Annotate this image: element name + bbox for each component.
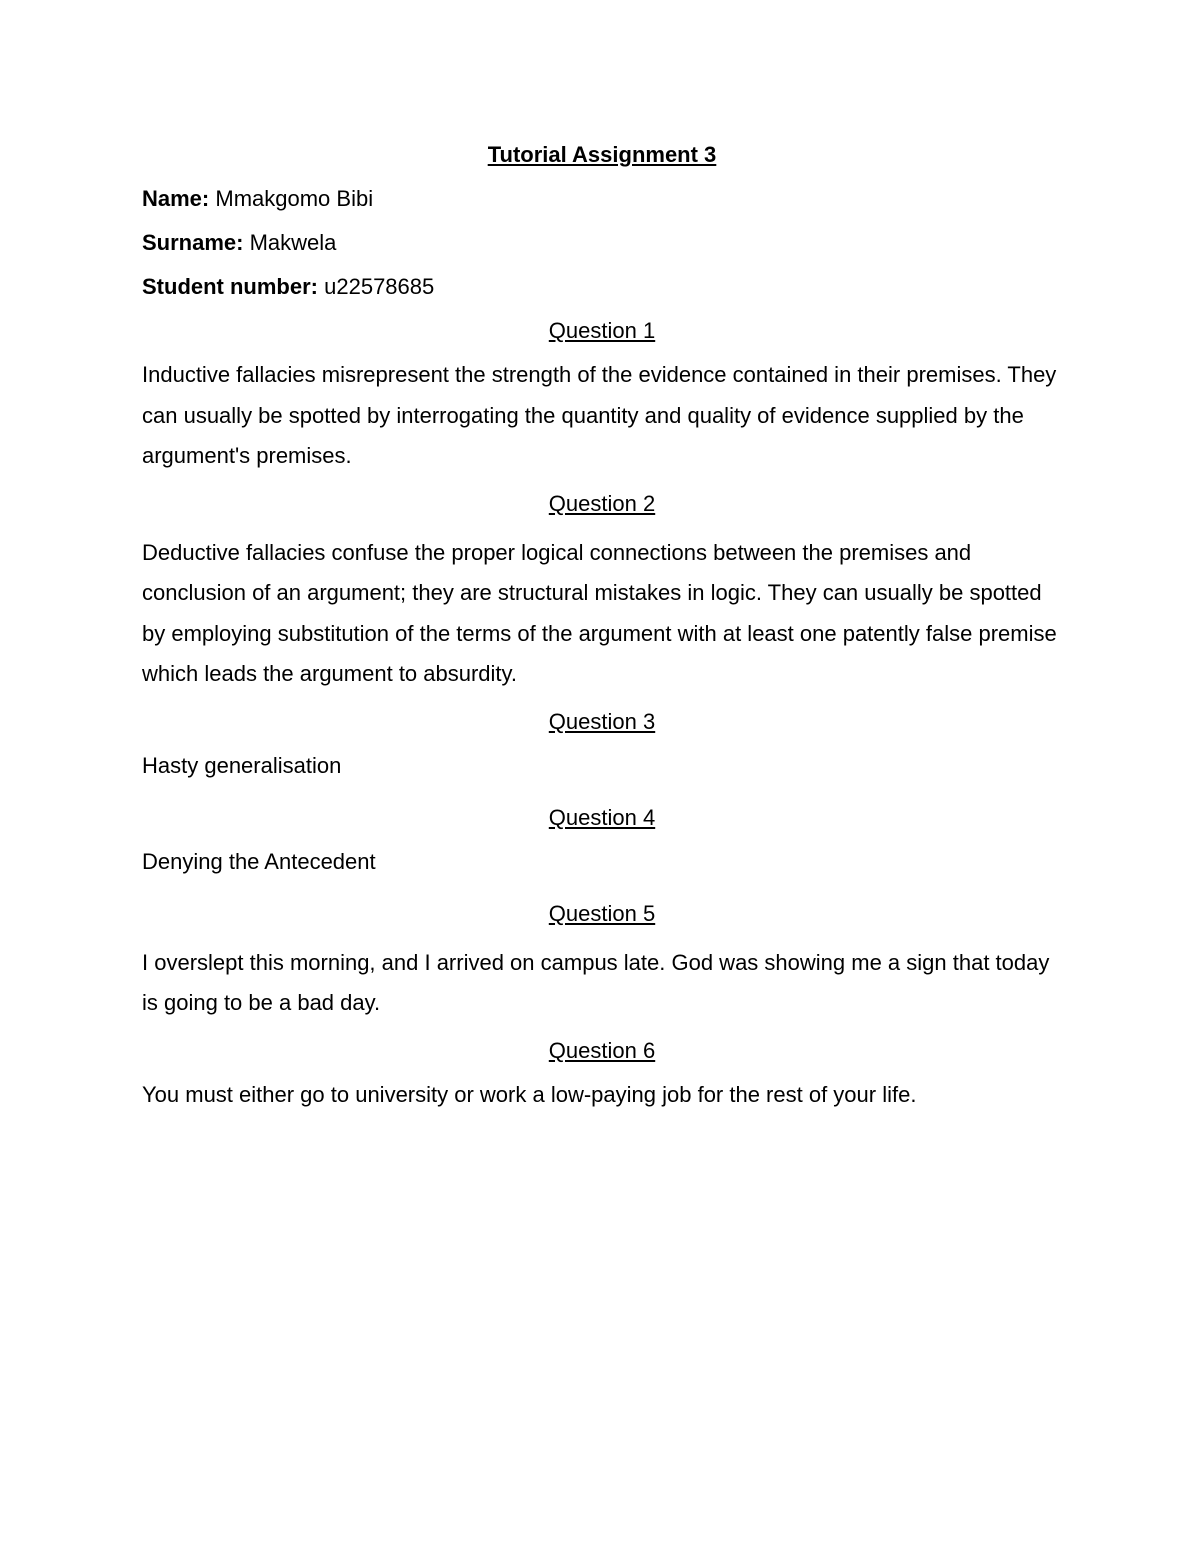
question-5-answer: I overslept this morning, and I arrived on campus late. God was showing me a sign that today is going to be a bad day. [142,949,1050,1015]
name-value: Mmakgomo Bibi [215,186,374,211]
surname-value: Makwela [249,230,337,255]
question-1-heading: Question 1 [548,318,656,343]
question-2-answer: Deductive fallacies confuse the proper logical connections between the premises and conclusion of an argument; they are structural mistakes in logic. They can usually be spotted by employing substitution of the terms of the argument with at least one patently false premise which leads the argument to absurdity. [142,539,1057,686]
question-1-answer: Inductive fallacies misrepresent the strength of the evidence contained in their premises. They can usually be spotted by interrogating the quantity and quality of evidence supplied by the argument's premises. [142,362,1057,468]
question-4-answer: Denying the Antecedent [142,848,376,874]
name-label: Name: [142,186,210,211]
question-3-answer: Hasty generalisation [142,752,342,778]
question-6-answer: You must either go to university or work a low-paying job for the rest of your life. [142,1081,917,1107]
student-number-label: Student number: [142,274,318,299]
question-4-heading: Question 4 [548,804,656,830]
surname-label: Surname: [142,230,244,255]
question-2-heading: Question 2 [548,490,656,516]
surname-field [142,228,1062,258]
question-5-heading: Question 5 [548,900,656,926]
student-number-field [142,272,1062,302]
student-number-value: u22578685 [324,274,435,299]
document-body [142,140,1062,1132]
name-field [142,184,1062,214]
question-6-heading: Question 6 [548,1037,656,1063]
document-title: Tutorial Assignment 3 [487,142,717,167]
question-3-heading: Question 3 [548,708,656,734]
